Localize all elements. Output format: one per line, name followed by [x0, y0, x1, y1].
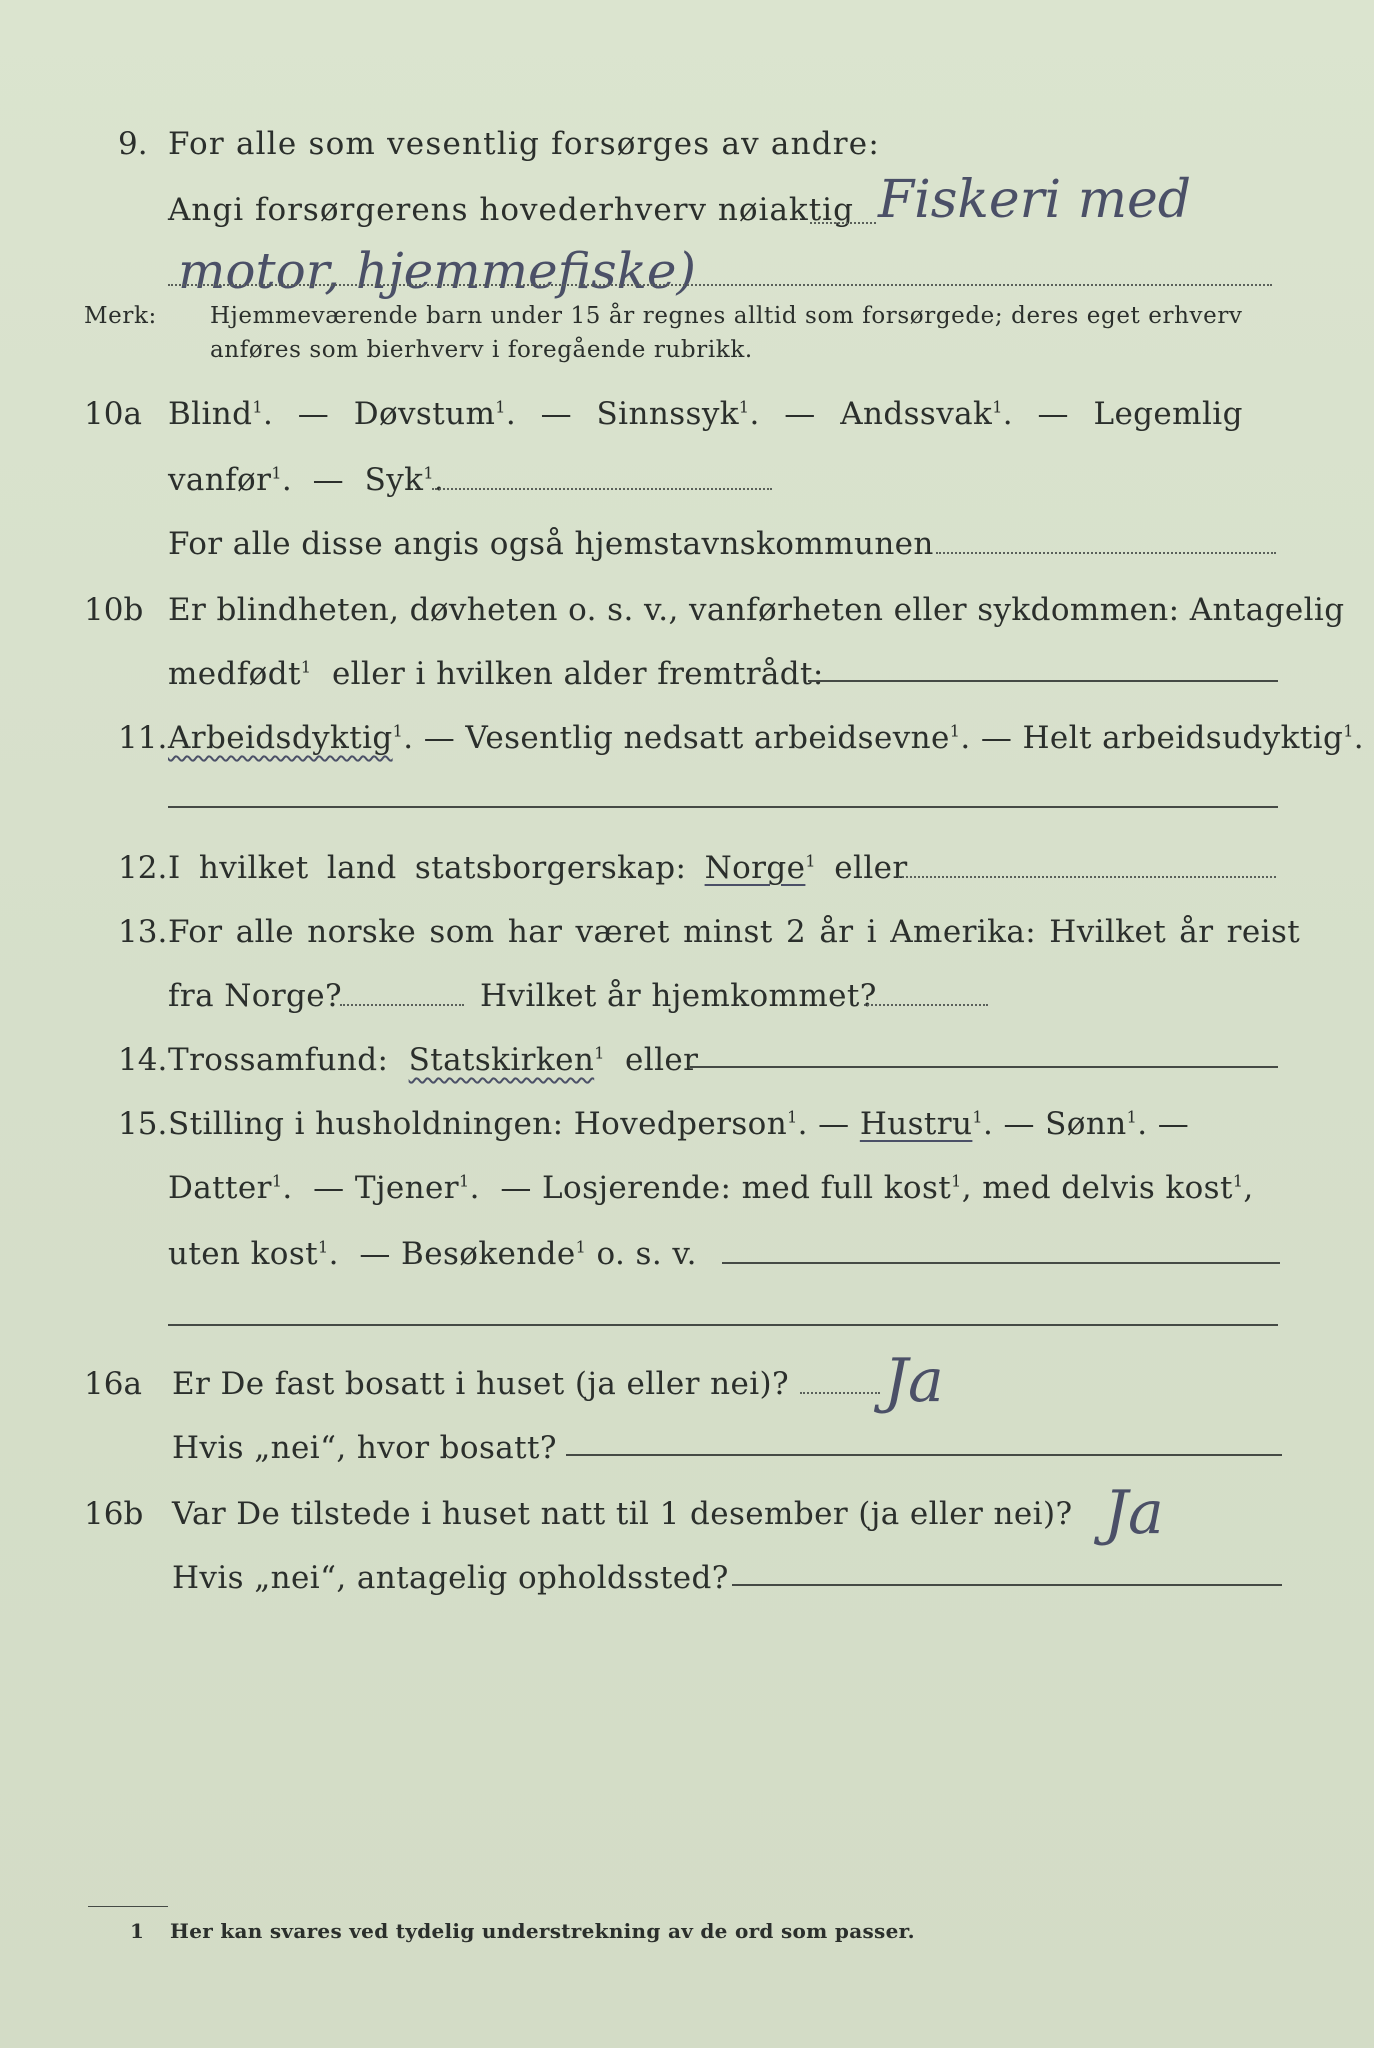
q15-line1: Stilling i husholdningen: Hovedperson$^1$. — Hustru$^1$. — Sønn$^1$. —	[168, 1106, 1190, 1142]
q10b-line1: Er blindheten, døvheten o. s. v., vanførheten eller sykdommen: Antagelig	[168, 592, 1345, 628]
option-syk: Syk	[364, 462, 424, 498]
q16b-number: 16b	[84, 1496, 144, 1532]
merk-label: Merk:	[84, 303, 157, 329]
q9-number: 9.	[118, 126, 148, 162]
q14-line: Trossamfund: Statskirken$^1$ eller	[168, 1042, 699, 1078]
q16b-handwritten-answer: Ja	[1104, 1478, 1164, 1548]
q11-line: Arbeidsdyktig$^1$. — Vesentlig nedsatt arbeidsevne$^1$. — Helt arbeidsudyktig$^1$.	[168, 720, 1365, 756]
q9-answer-line	[168, 284, 1272, 286]
q16a-line2: Hvis „nei“, hvor bosatt?	[172, 1430, 557, 1466]
option-datter: Datter	[168, 1170, 272, 1206]
q15-second-line	[168, 1324, 1278, 1326]
q16a-answer-dots	[800, 1392, 880, 1394]
option-arbeidsudyktig: Helt arbeidsudyktig	[1022, 720, 1344, 756]
option-hovedperson: Stilling i husholdningen: Hovedperson	[168, 1106, 788, 1142]
q14-answer-line	[690, 1066, 1278, 1068]
option-statskirken: Statskirken	[408, 1042, 595, 1078]
q10a-line1: Blind$^1$. — Døvstum$^1$. — Sinnssyk$^1$. — Andssvak$^1$. — Legemlig	[168, 396, 1243, 432]
q13-number: 13.	[118, 914, 168, 950]
option-sinnssyk: Sinnssyk	[596, 396, 739, 432]
option-medfodt: medfødt	[168, 656, 301, 692]
footnote-rule	[88, 1906, 168, 1907]
q10a-number: 10a	[84, 396, 142, 432]
option-legemlig: Legemlig	[1093, 396, 1243, 432]
q16a-bosatt-line	[566, 1454, 1282, 1456]
option-uten-kost: uten kost	[168, 1236, 319, 1272]
footnote-mark: 1	[130, 1919, 145, 1943]
q9-line1: For alle som vesentlig forsørges av andre:	[168, 126, 880, 162]
q13-line2-b: Hvilket år hjemkommet?	[480, 978, 877, 1014]
option-tjener: Tjener	[354, 1170, 460, 1206]
q10a-hjemstavn-dots	[936, 552, 1276, 554]
q13-hjemkommet-dots	[864, 1004, 988, 1006]
q10b-line2: medfødt$^1$ eller i hvilken alder fremtrådt:	[168, 656, 824, 692]
q16b-line1: Var De tilstede i huset natt til 1 desember (ja eller nei)?	[172, 1496, 1073, 1532]
option-sonn: Sønn	[1045, 1106, 1127, 1142]
q10b-alder-text: eller i hvilken alder fremtrådt:	[331, 656, 824, 692]
footnote-text: Her kan svares ved tydelig understrekning av de ord som passer.	[170, 1919, 915, 1943]
q10b-answer-line	[808, 680, 1278, 682]
option-dovstum: Døvstum	[353, 396, 496, 432]
q11-answer-line	[168, 806, 1278, 808]
option-nedsatt-arbeidsevne: Vesentlig nedsatt arbeidsevne	[465, 720, 950, 756]
q12-eller: eller	[834, 850, 908, 886]
q11-number: 11.	[118, 720, 168, 756]
q12-answer-dots	[898, 876, 1276, 878]
q9-handwritten-answer-1: Fiskeri med	[878, 170, 1192, 230]
q14-text: Trossamfund:	[168, 1042, 389, 1078]
option-delvis-kost: med delvis kost	[982, 1170, 1233, 1206]
q9-handwritten-answer-2: motor, hjemmefiske)	[178, 242, 697, 300]
q16a-line1: Er De fast bosatt i huset (ja eller nei)?	[172, 1366, 790, 1402]
q15-number: 15.	[118, 1106, 168, 1142]
option-blind: Blind	[168, 396, 253, 432]
q10a-line2: vanfør$^1$. — Syk$^1$.	[168, 462, 445, 498]
option-vanfor: vanfør	[168, 462, 272, 498]
option-norge: Norge	[704, 850, 806, 886]
merk-line1: Hjemmeværende barn under 15 år regnes alltid som forsørgede; deres eget erhverv	[210, 303, 1243, 329]
q13-line2-a: fra Norge?	[168, 978, 343, 1014]
q16a-number: 16a	[84, 1366, 142, 1402]
q16b-line2: Hvis „nei“, antagelig opholdssted?	[172, 1560, 729, 1596]
q13-reist-dots	[340, 1004, 464, 1006]
option-besokende: Besøkende	[401, 1236, 576, 1272]
q13-line1: For alle norske som har været minst 2 år i Amerika: Hvilket år reist	[168, 914, 1301, 950]
option-andssvak: Andssvak	[840, 396, 993, 432]
q15-line3: uten kost$^1$. — Besøkende$^1$ o. s. v.	[168, 1236, 697, 1272]
option-hustru: Hustru	[859, 1106, 973, 1142]
q10a-syk-dots	[432, 488, 772, 490]
q9-answer-dots	[810, 222, 876, 224]
q12-line: I hvilket land statsborgerskap: Norge$^1$ eller	[168, 850, 908, 886]
q15-answer-line	[722, 1262, 1280, 1264]
option-arbeidsdyktig: Arbeidsdyktig	[168, 720, 393, 756]
q12-number: 12.	[118, 850, 168, 886]
q15-osv: o. s. v.	[596, 1236, 697, 1272]
q10a-line3: For alle disse angis også hjemstavnskommunen	[168, 526, 934, 562]
q9-line2: Angi forsørgerens hovederhverv nøiaktig	[168, 192, 854, 228]
q16a-handwritten-answer: Ja	[884, 1346, 944, 1416]
q15-line2: Datter$^1$. — Tjener$^1$. — Losjerende: med full kost$^1$, med delvis kost$^1$,	[168, 1170, 1254, 1206]
q10b-number: 10b	[84, 592, 144, 628]
q14-number: 14.	[118, 1042, 168, 1078]
q16b-opholdssted-line	[732, 1584, 1282, 1586]
option-losjerende: Losjerende: med full kost	[542, 1170, 952, 1206]
q14-eller: eller	[625, 1042, 699, 1078]
q12-text: I hvilket land statsborgerskap:	[168, 850, 687, 886]
merk-line2: anføres som bierhverv i foregående rubrikk.	[210, 337, 753, 363]
